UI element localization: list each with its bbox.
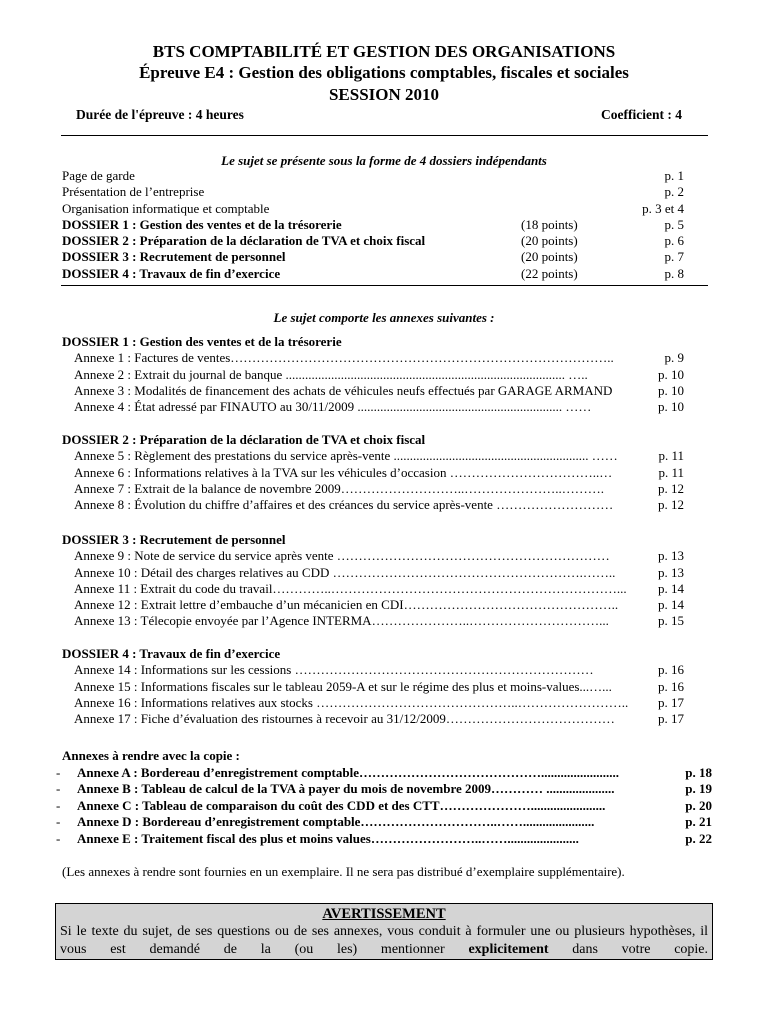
annex-item bbox=[62, 399, 684, 415]
return-annex-page: p. 18 bbox=[685, 765, 712, 780]
annexes-dossier-4 bbox=[62, 646, 684, 727]
annex-text: Annexe 12 : Extrait lettre d’embauche d’un mécanicien en CDI………………………………………….. bbox=[74, 596, 619, 612]
toc-label: Présentation de l’entreprise bbox=[62, 184, 205, 200]
list-dash: - bbox=[56, 797, 61, 813]
toc-label: DOSSIER 4 : Travaux de fin d’exercice bbox=[62, 265, 281, 281]
return-annex-item bbox=[56, 831, 712, 847]
annex-text: Annexe 3 : Modalités de financement des achats de véhicules neufs effectués par GARAGE ARMAND bbox=[74, 382, 613, 398]
toc-row bbox=[62, 168, 684, 184]
annexes-dossier-2 bbox=[62, 432, 684, 513]
toc-row-dossier-1 bbox=[62, 217, 684, 233]
annex-text: Annexe 14 : Informations sur les cessions …………………………………………………………… bbox=[74, 662, 594, 678]
toc-page: p. 2 bbox=[664, 184, 684, 200]
annex-page: p. 14 bbox=[658, 596, 684, 612]
annex-text: Annexe 7 : Extrait de la balance de novembre 2009………………………..…………………..………. bbox=[74, 480, 605, 496]
exam-title: BTS COMPTABILITÉ ET GESTION DES ORGANISATIONS bbox=[152, 42, 616, 61]
toc-caption: Le sujet se présente sous la forme de 4 dossiers indépendants bbox=[221, 153, 547, 168]
exam-session: SESSION 2010 bbox=[328, 85, 440, 104]
list-dash: - bbox=[56, 830, 61, 846]
toc-label: Organisation informatique et comptable bbox=[62, 200, 270, 216]
annex-page: p. 13 bbox=[658, 564, 684, 580]
annex-page: p. 10 bbox=[658, 398, 684, 414]
annex-text: Annexe 17 : Fiche d’évaluation des ristournes à recevoir au 31/12/2009………………………………… bbox=[74, 710, 615, 726]
annex-item bbox=[62, 581, 684, 597]
toc-points: (22 points) bbox=[521, 265, 578, 281]
exam-duration: Durée de l'épreuve : 4 heures bbox=[76, 107, 244, 122]
annex-text: Annexe 5 : Règlement des prestations du service après-vente ............................................................ …… bbox=[74, 448, 618, 464]
return-annex-item bbox=[56, 765, 712, 781]
warning-title: AVERTISSEMENT bbox=[322, 906, 446, 922]
annex-item bbox=[62, 695, 684, 711]
annex-item bbox=[62, 481, 684, 497]
annex-text: Annexe 15 : Informations fiscales sur le tableau 2059-A et sur le régime des plus et moins-values...…... bbox=[74, 678, 612, 694]
warning-body bbox=[60, 923, 708, 959]
toc-row-dossier-2 bbox=[62, 233, 684, 249]
return-annex-page: p. 21 bbox=[685, 814, 712, 830]
list-dash: - bbox=[56, 814, 61, 830]
annex-item bbox=[62, 662, 684, 678]
annexes-dossier-1 bbox=[62, 334, 684, 415]
annex-page: p. 12 bbox=[658, 480, 684, 496]
annex-page: p. 9 bbox=[664, 350, 684, 366]
annex-item bbox=[62, 497, 684, 513]
toc-row-dossier-3 bbox=[62, 249, 684, 265]
toc-page: p. 8 bbox=[664, 265, 684, 281]
header-divider bbox=[61, 135, 708, 136]
toc-label: DOSSIER 1 : Gestion des ventes et de la trésorerie bbox=[62, 216, 342, 232]
annexes-to-return bbox=[56, 748, 712, 847]
annexes-caption: Le sujet comporte les annexes suivantes : bbox=[273, 310, 495, 325]
annex-page: p. 12 bbox=[658, 496, 684, 512]
toc-page: p. 7 bbox=[664, 249, 684, 265]
return-annex-text: Annexe E : Traitement fiscal des plus et moins values……………………..……...................... bbox=[77, 830, 579, 846]
annex-text: Annexe 4 : État adressé par FINAUTO au 30/11/2009 ............................................................... …… bbox=[74, 398, 592, 414]
annexes-dossier-3 bbox=[62, 532, 684, 629]
annex-text: Annexe 9 : Note de service du service après vente ……………………………………………………… bbox=[74, 548, 610, 564]
annex-item bbox=[62, 597, 684, 613]
list-dash: - bbox=[56, 781, 61, 797]
exam-coefficient: Coefficient : 4 bbox=[601, 107, 682, 122]
return-annex-text: Annexe C : Tableau de comparaison du coût des CDD et des CTT…………………....................... bbox=[77, 797, 606, 813]
annex-text: Annexe 6 : Informations relatives à la TVA sur les véhicules d’occasion ……………………………..… bbox=[74, 464, 613, 480]
annex-page: p. 14 bbox=[658, 580, 684, 596]
annex-page: p. 17 bbox=[658, 710, 684, 726]
toc-label: DOSSIER 2 : Préparation de la déclaration de TVA et choix fiscal bbox=[62, 233, 426, 249]
toc-points: (20 points) bbox=[521, 233, 578, 249]
annex-page: p. 10 bbox=[658, 382, 684, 398]
dossier-heading: DOSSIER 1 : Gestion des ventes et de la trésorerie bbox=[62, 334, 342, 349]
return-annex-page: p. 19 bbox=[685, 781, 712, 797]
annex-item bbox=[62, 565, 684, 581]
annex-text: Annexe 2 : Extrait du journal de banque ...................................................................................... ….. bbox=[74, 366, 588, 382]
dossier-heading: DOSSIER 2 : Préparation de la déclaration de TVA et choix fiscal bbox=[62, 432, 426, 447]
annex-item bbox=[62, 613, 684, 629]
toc-row-dossier-4 bbox=[62, 266, 684, 282]
toc-divider bbox=[61, 285, 708, 286]
warning-text-end: dans votre copie. bbox=[548, 942, 709, 957]
list-dash: - bbox=[56, 765, 61, 780]
annex-page: p. 16 bbox=[658, 662, 684, 678]
annex-page: p. 17 bbox=[658, 694, 684, 710]
return-annex-page: p. 22 bbox=[685, 830, 712, 846]
toc-row bbox=[62, 184, 684, 200]
annex-item bbox=[62, 679, 684, 695]
return-annex-text: Annexe B : Tableau de calcul de la TVA à payer du mois de novembre 2009………… ..................... bbox=[77, 781, 615, 797]
annex-text: Annexe 10 : Détail des charges relatives au CDD ………………………………………………….…….. bbox=[74, 564, 616, 580]
toc-page: p. 3 et 4 bbox=[642, 200, 684, 216]
annex-text: Annexe 1 : Factures de ventes…………………………………………………………………………….. bbox=[74, 350, 614, 366]
toc-page: p. 6 bbox=[664, 233, 684, 249]
toc-row bbox=[62, 201, 684, 217]
return-annex-item bbox=[56, 798, 712, 814]
toc-label: DOSSIER 3 : Recrutement de personnel bbox=[62, 249, 286, 265]
annex-text: Annexe 16 : Informations relatives aux stocks ………………………………………..…………………….. bbox=[74, 694, 629, 710]
annex-page: p. 11 bbox=[658, 448, 684, 464]
return-annex-item bbox=[56, 781, 712, 797]
warning-emphasis: explicitement bbox=[468, 942, 549, 957]
annex-item bbox=[62, 465, 684, 481]
toc-points: (20 points) bbox=[521, 249, 578, 265]
annex-text: Annexe 11 : Extrait du code du travail…………..…………………………………………………………... bbox=[74, 580, 627, 596]
annexes-to-return-heading: Annexes à rendre avec la copie : bbox=[62, 748, 240, 763]
annex-text: Annexe 8 : Évolution du chiffre d’affaires et des créances du service après-vente ……………………… bbox=[74, 496, 614, 512]
toc-page: p. 5 bbox=[664, 216, 684, 232]
return-annex-page: p. 20 bbox=[685, 797, 712, 813]
return-annex-text: Annexe A : Bordereau d’enregistrement comptable……………………………………........................ bbox=[77, 765, 619, 780]
dossier-heading: DOSSIER 4 : Travaux de fin d’exercice bbox=[62, 646, 281, 661]
table-of-contents bbox=[62, 168, 684, 282]
return-annex-text: Annexe D : Bordereau d’enregistrement comptable…………………………..……...................... bbox=[77, 814, 595, 830]
warning-text-start: Si le texte du sujet, de ses questions ou de ses annexes, vous conduit à formuler une ou plusieurs hypothèses, il vous est demandé de la (ou les) mentionner bbox=[60, 924, 708, 957]
warning-box bbox=[55, 903, 713, 960]
annex-page: p. 10 bbox=[658, 366, 684, 382]
toc-page: p. 1 bbox=[664, 168, 684, 183]
annex-item bbox=[62, 448, 684, 464]
annex-page: p. 11 bbox=[658, 464, 684, 480]
return-annexes-note: (Les annexes à rendre sont fournies en un exemplaire. Il ne sera pas distribué d’exemplaire supplémentaire). bbox=[62, 864, 625, 879]
annex-text: Annexe 13 : Télecopie envoyée par l’Agence INTERMA…………………..…………………………... bbox=[74, 613, 609, 629]
annex-page: p. 16 bbox=[658, 678, 684, 694]
annex-item bbox=[62, 350, 684, 366]
exam-subtitle: Épreuve E4 : Gestion des obligations comptables, fiscales et sociales bbox=[139, 63, 629, 82]
annex-item bbox=[62, 383, 684, 399]
annex-page: p. 13 bbox=[658, 548, 684, 564]
annex-item bbox=[62, 548, 684, 564]
annex-item bbox=[62, 367, 684, 383]
dossier-heading: DOSSIER 3 : Recrutement de personnel bbox=[62, 532, 286, 547]
annex-page: p. 15 bbox=[658, 613, 684, 629]
annex-item bbox=[62, 711, 684, 727]
return-annex-item bbox=[56, 814, 712, 830]
toc-label: Page de garde bbox=[62, 168, 135, 183]
toc-points: (18 points) bbox=[521, 216, 578, 232]
